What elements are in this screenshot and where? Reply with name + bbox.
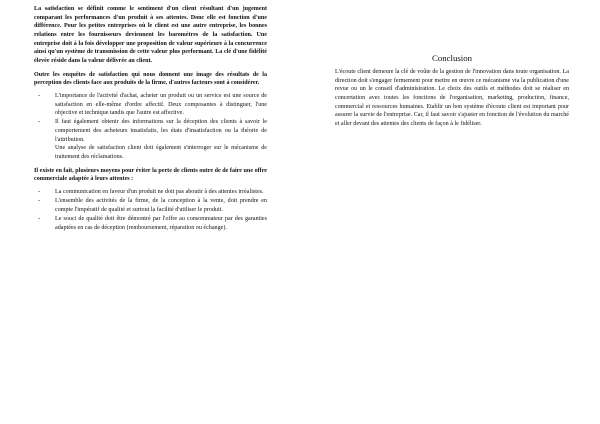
means-list	[34, 188, 267, 232]
list-item-continuation: Une analyse de satisfaction client doit également s'interroger sur le mécanisme de traitement des réclamations.	[55, 145, 267, 160]
right-column	[335, 53, 569, 129]
conclusion-heading: Conclusion	[431, 53, 473, 63]
list-item-text: L'importance de l'activité d'achat, acheter un produit ou un service est une source de satisfaction en elle-même d'ordre affectif. Deux composantes à distinguer, l'une objective et technique tandis que l'autre est affective.	[55, 92, 267, 117]
list-item-text: L'ensemble des activités de la firme, de la conception à la vente, doit prendre en compte l'impératif de qualité et surtout la facilité d'utiliser le produit.	[55, 198, 267, 213]
list-dash: -	[38, 198, 41, 205]
list-dash: -	[38, 215, 41, 222]
list-item	[38, 197, 267, 214]
list-dash: -	[38, 92, 41, 99]
factors-paragraph: Outre les enquêtes de satisfaction qui nous donnent une image des résultats de la perception des clients face aux produits de la firme, d'autres facteurs sont à considérer.	[34, 71, 267, 87]
conclusion-paragraph: L'écoute client demeure la clé de voûte de la gestion de l'innovation dans toute organisation. La direction doit s'engager fermement pour mettre en œuvre ce mécanisme via la publication d'une revue ou un le conseil d'administration. Le choix des outils et méthodes doit se réaliser en concertation avec toutes les fonctions de l'organisation, marketing, production, finance, commercial et ressources humaines. Etablir un bon système d'écoute client est important pour assurer la survie de l'entreprise. Car, il faut savoir s'ajuster en fonction de l'évolution du marché et aller devant des attentes des clients de façon à le fidéliser.	[335, 69, 569, 127]
list-item-text: Il faut également obtenir des informations sur la déception des clients à savoir le comportement des acheteurs insatisfaits, les états d'insatisfaction ou la théorie de l'attribution.	[55, 119, 267, 143]
list-item-text: La communication en faveur d'un produit ne doit pas aboutir à des attentes irréalistes.	[55, 188, 264, 195]
list-item	[38, 215, 267, 232]
list-item-text: Le souci de qualité doit être démontré par l'offre au consommateur par des garanties adaptées en cas de déception (remboursement, réparation ou échange).	[55, 215, 267, 231]
list-dash: -	[38, 188, 41, 195]
list-item	[38, 188, 267, 197]
means-paragraph: Il existe en fait, plusieurs moyens pour éviter la perte de clients outre de de faire une offre commerciale adaptée à leurs attentes :	[34, 167, 267, 183]
list-item	[38, 92, 267, 118]
left-column	[34, 5, 267, 233]
list-dash: -	[38, 119, 41, 126]
factors-list	[34, 92, 267, 162]
list-item	[38, 118, 267, 161]
intro-paragraph: La satisfaction se définit comme le sentiment d'un client résultant d'un jugement comparant les performances d'un produit à ses attentes. Donc elle est fonction d'une différence. Pour les petites entreprises où le client est une autre entreprise, les bonnes relations entre les fournisseurs deviennent les baromètres de la satisfaction. Une entreprise doit à la fois développer une proposition de valeur supérieure à la concurrence ainsi qu'un système de transmission de cette valeur plus performant. La clé d'une fidélité élevée réside dans la valeur délivrée au client.	[34, 6, 267, 64]
